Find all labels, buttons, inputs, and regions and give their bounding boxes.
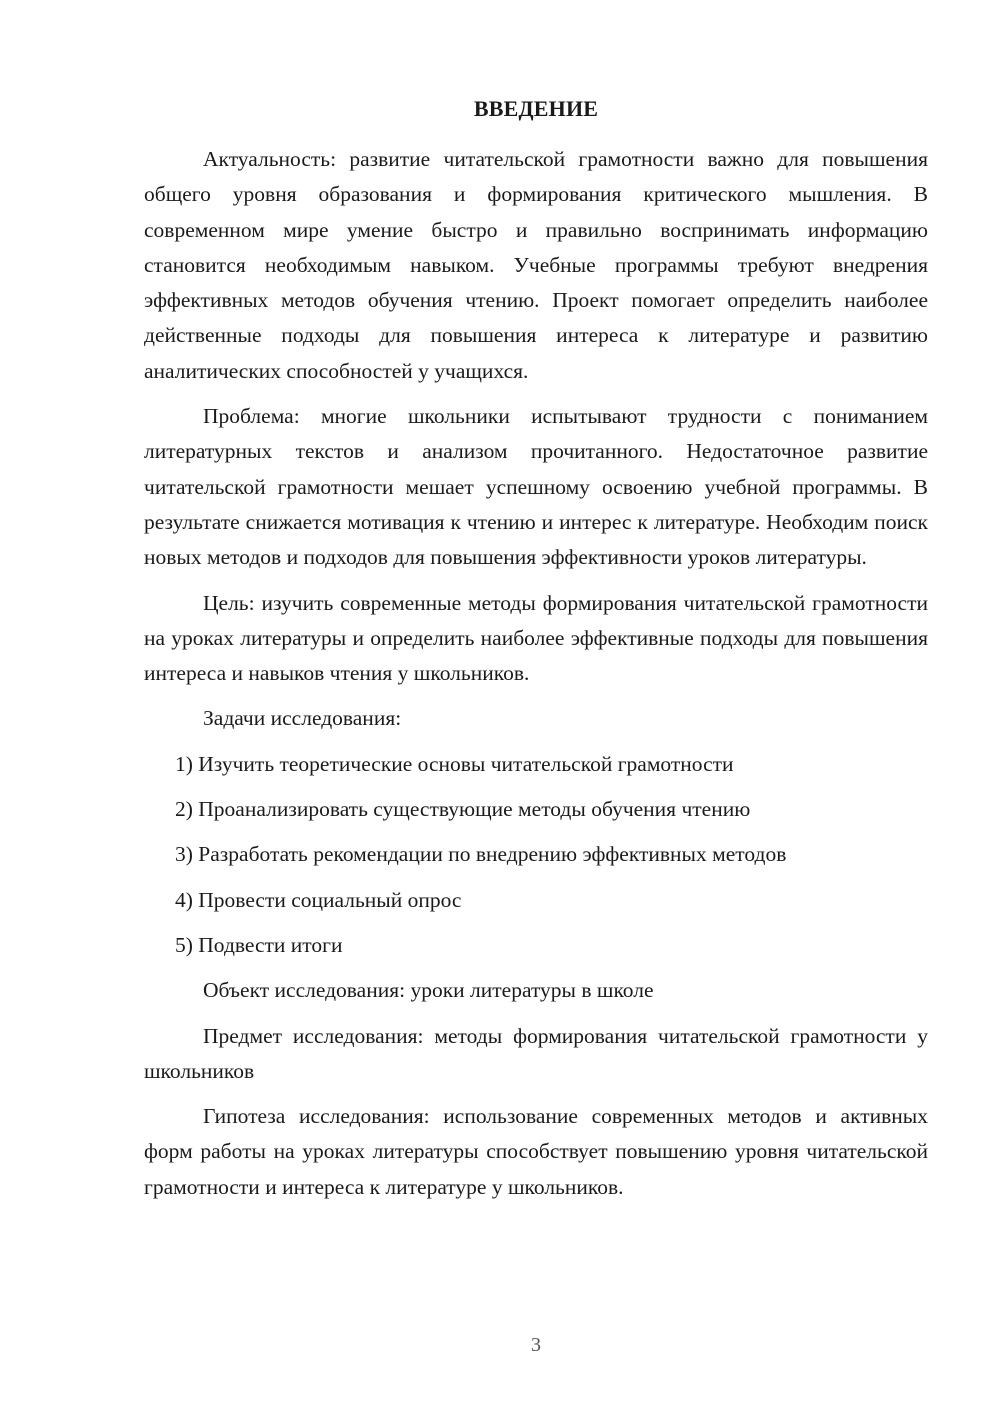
- tasks-heading: Задачи исследования:: [203, 706, 402, 731]
- task-item: 5) Подвести итоги: [175, 932, 343, 957]
- task-item: 4) Провести социальный опрос: [175, 887, 462, 912]
- goal-paragraph: Цель: изучить современные методы формирования читательской грамотности на уроках литературы и определить наиболее эффективные подходы для повышения интереса и навыков чтения у школьников.: [144, 590, 928, 686]
- tasks-list: [144, 747, 928, 963]
- task-item: 2) Проанализировать существующие методы обучения чтению: [175, 797, 751, 822]
- page-title: ВВЕДЕНИЕ: [473, 96, 599, 121]
- hypothesis-paragraph: Гипотеза исследования: использование современных методов и активных форм работы на уроках литературы способствует повышению уровня читательской грамотности и интереса к литературе у школьников.: [144, 1104, 928, 1199]
- subject-paragraph: Предмет исследования: методы формирования читательской грамотности у школьников: [144, 1023, 928, 1083]
- document-body: [144, 142, 928, 1205]
- task-item: 1) Изучить теоретические основы читательской грамотности: [175, 751, 734, 776]
- page-number: 3: [531, 1334, 541, 1356]
- task-item: 3) Разработать рекомендации по внедрению эффективных методов: [175, 842, 787, 867]
- relevance-paragraph: Актуальность: развитие читательской грамотности важно для повышения общего уровня образования и формирования критического мышления. В современном мире умение быстро и правильно воспринимать информацию становится необходимым навыком. Учебные программы требуют внедрения эффективных методов обучения чтению. Проект помогает определить наиболее действенные подходы для повышения интереса к литературе и развитию аналитических способностей у учащихся.: [144, 147, 928, 383]
- object-paragraph: Объект исследования: уроки литературы в школе: [203, 978, 654, 1003]
- problem-paragraph: Проблема: многие школьники испытывают трудности с пониманием литературных текстов и анализом прочитанного. Недостаточное развитие читательской грамотности мешает успешному освоению учебной программы. В результате снижается мотивация к чтению и интерес к литературе. Необходим поиск новых методов и подходов для повышения эффективности уроков литературы.: [144, 404, 928, 570]
